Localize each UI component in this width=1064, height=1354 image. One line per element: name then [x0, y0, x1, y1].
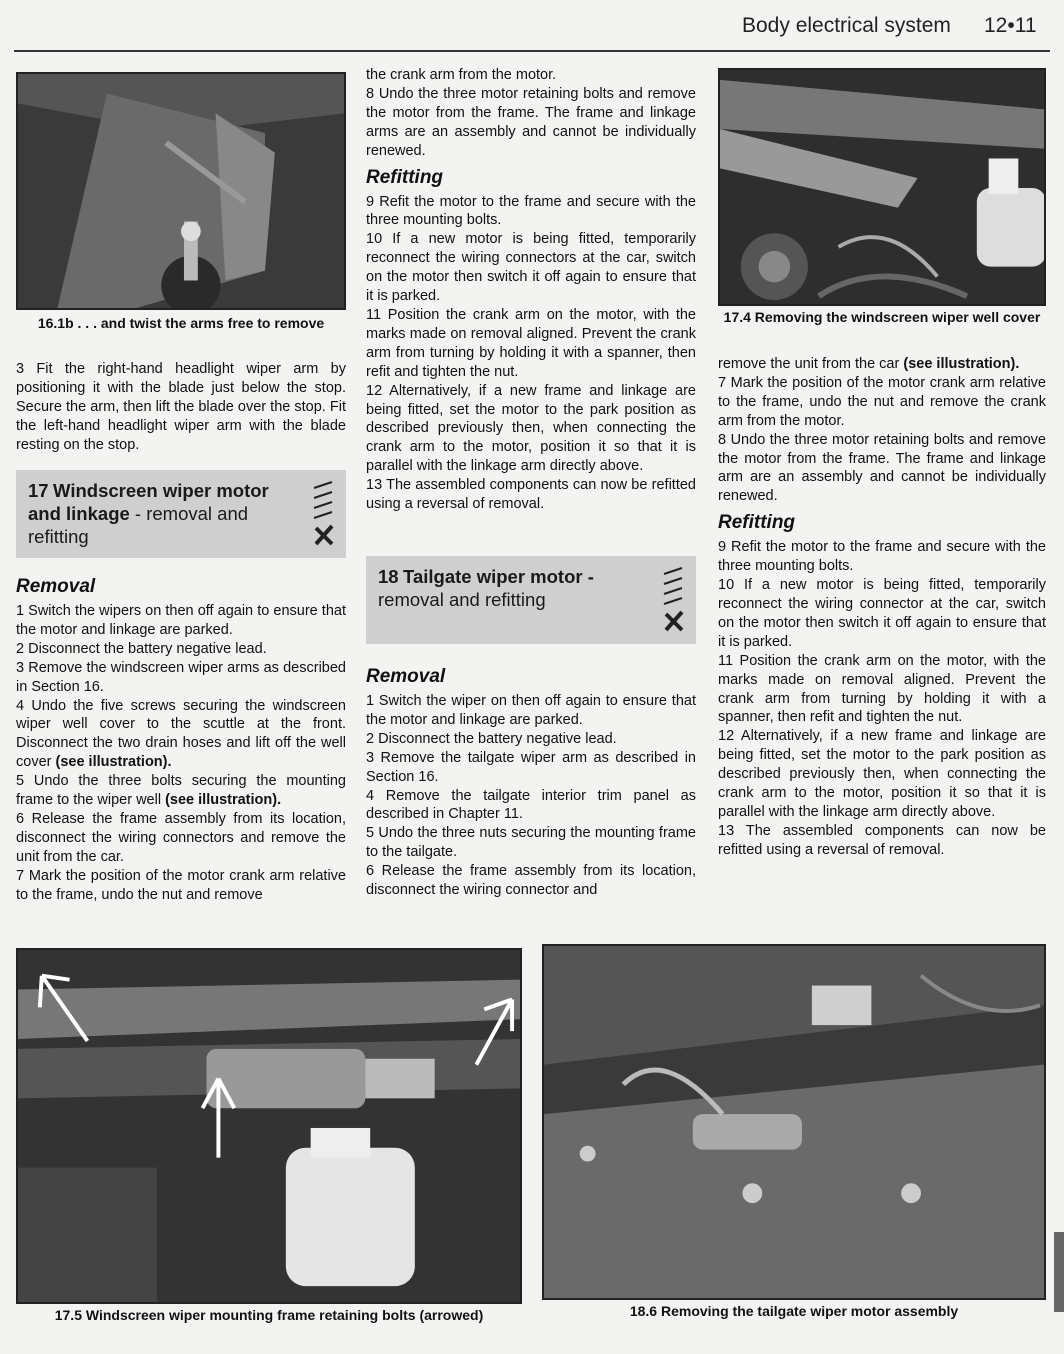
caption-number: 18.6 — [629, 1303, 658, 1319]
section-number: 17 — [28, 480, 49, 501]
section-title: Tailgate wiper motor — [403, 566, 583, 587]
section-heading-text — [378, 566, 686, 612]
subheading-removal: Removal — [16, 576, 96, 597]
caption-number: 17.5 — [54, 1307, 82, 1323]
section-number: 18 — [378, 566, 399, 587]
section-title-dash: - — [582, 566, 594, 587]
header-rule — [14, 50, 1050, 52]
subheading-refitting: Refitting — [366, 166, 444, 188]
illustration-ref: (see illustration). — [903, 356, 1020, 372]
paragraph: 9 Refit the motor to the frame and secure with the three mounting bolts. — [718, 539, 1046, 575]
paragraph: 5 Undo the three nuts securing the mounting frame to the tailgate. — [366, 825, 696, 861]
difficulty-wrench-icon — [310, 478, 338, 548]
paragraph-text: remove the unit from the car — [718, 356, 900, 372]
photo-17-5 — [16, 948, 522, 1304]
section-title: Windscreen wiper motor and linkage — [28, 480, 269, 524]
column-1-lower — [16, 570, 346, 905]
paragraph: 12 Alternatively, if a new frame and linkage are being fitted, set the motor to the park position as described previously then, when connecting the crank arm to the motor, position it so that it is parallel with the linkage arm directly above. — [718, 728, 1046, 820]
illustration-ref: (see illustration). — [55, 754, 172, 771]
paragraph-text: 5 Undo the three bolts securing the mounting frame to the wiper well — [16, 773, 346, 809]
paragraph: 9 Refit the motor to the frame and secure with the three mounting bolts. — [366, 193, 696, 229]
column-3 — [718, 355, 1046, 860]
paragraph: 11 Position the crank arm on the motor, with the marks made on removal aligned. Prevent the crank arm from turning by holding it with a spanner, then refit and tighten the nut. — [718, 652, 1046, 726]
paragraph: 7 Mark the position of the motor crank arm relative to the frame, undo the nut and remove the crank arm from the motor. — [718, 374, 1046, 429]
paragraph — [16, 772, 346, 810]
paragraph: 1 Switch the wipers on then off again to ensure that the motor and linkage are parked. — [16, 603, 346, 638]
paragraph: 8 Undo the three motor retaining bolts and remove the motor from the frame. The frame and linkage arms are an assembly and cannot be individually renewed. — [366, 85, 696, 159]
subheading-removal: Removal — [366, 666, 446, 687]
section-heading-text — [28, 480, 336, 549]
caption-text: Removing the windscreen wiper well cover — [754, 309, 1041, 325]
subheading-refitting: Refitting — [718, 512, 796, 534]
caption-16-1b — [20, 314, 342, 333]
column-2-lower — [366, 660, 696, 900]
caption-text: Removing the tailgate wiper motor assembly — [660, 1303, 959, 1319]
paragraph: 8 Undo the three motor retaining bolts and remove the motor from the frame. The frame and linkage arm are an assembly and cannot be individually renewed. — [718, 431, 1046, 505]
paragraph: 1 Switch the wiper on then off again to ensure that the motor and linkage are parked. — [366, 693, 696, 728]
caption-17-5 — [16, 1306, 522, 1325]
section-18-heading — [366, 556, 696, 644]
paragraph: 13 The assembled components can now be refitted using a reversal of removal. — [718, 822, 1046, 858]
chapter-tab-marker — [1054, 1232, 1064, 1312]
page-number: 12•11 — [984, 14, 1037, 37]
paragraph: 11 Position the crank arm on the motor, with the marks made on removal aligned. Prevent the crank arm from turning by holding it with a spanner, then refit and tighten the nut. — [366, 306, 696, 380]
paragraph: 3 Remove the windscreen wiper arms as described in Section 16. — [16, 659, 346, 695]
paragraph: 4 Remove the tailgate interior trim panel as described in Chapter 11. — [366, 787, 696, 823]
paragraph — [16, 697, 346, 773]
caption-17-4 — [718, 308, 1046, 327]
paragraph: 2 Disconnect the battery negative lead. — [16, 640, 267, 657]
photo-18-6 — [542, 944, 1046, 1300]
paragraph: 7 Mark the position of the motor crank arm relative to the frame, undo the nut and remove — [16, 867, 346, 903]
section-17-heading — [16, 470, 346, 558]
caption-18-6 — [542, 1302, 1046, 1321]
paragraph: the crank arm from the motor. — [366, 67, 557, 83]
paragraph — [718, 355, 1046, 374]
paragraph: 13 The assembled components can now be refitted using a reversal of removal. — [366, 477, 696, 513]
photo-16-1b — [16, 72, 346, 310]
running-header-title: Body electrical system — [742, 14, 951, 37]
paragraph: 10 If a new motor is being fitted, temporarily reconnect the wiring connector at the car, switch on the motor then switch it off again to ensure that it is parked. — [718, 577, 1046, 650]
paragraph: 10 If a new motor is being fitted, temporarily reconnect the wiring connectors at the car, switch on the motor then switch it off again to ensure that it is parked. — [366, 231, 696, 305]
caption-text: Windscreen wiper mounting frame retaining bolts (arrowed) — [85, 1307, 484, 1323]
caption-number: 16.1b — [37, 315, 74, 331]
photo-17-4 — [718, 68, 1046, 306]
paragraph: 3 Fit the right-hand headlight wiper arm by positioning it with the blade just below the stop. Secure the arm, then lift the blade over the stop. Fit the left-hand headlight wiper arm with the blade resting on the stop. — [16, 361, 346, 453]
paragraph: 12 Alternatively, if a new frame and linkage are being fitted, set the motor to the park position as described previously then, when connecting the crank arm to the motor, position it so that it is parallel with the linkage arm directly above. — [366, 382, 696, 475]
column-1-upper — [16, 360, 346, 455]
paragraph: 6 Release the frame assembly from its location, disconnect the wiring connectors and remove the unit from the car. — [16, 810, 346, 865]
section-subtitle: removal and refitting — [378, 589, 546, 610]
paragraph-text: 4 Undo the five screws securing the windscreen wiper well cover to the scuttle at the front. Disconnect the two drain hoses and lift off the well cover — [16, 697, 346, 771]
paragraph: 6 Release the frame assembly from its location, disconnect the wiring connector and — [366, 863, 696, 899]
paragraph: 2 Disconnect the battery negative lead. — [366, 730, 617, 747]
illustration-ref: (see illustration). — [165, 792, 282, 809]
difficulty-wrench-icon — [660, 564, 688, 634]
caption-number: 17.4 — [723, 309, 751, 325]
section-subtitle: - removal and refitting — [28, 503, 249, 547]
caption-text: . . . and twist the arms free to remove — [77, 315, 325, 331]
column-2-upper — [366, 66, 696, 514]
paragraph: 3 Remove the tailgate wiper arm as described in Section 16. — [366, 749, 696, 785]
